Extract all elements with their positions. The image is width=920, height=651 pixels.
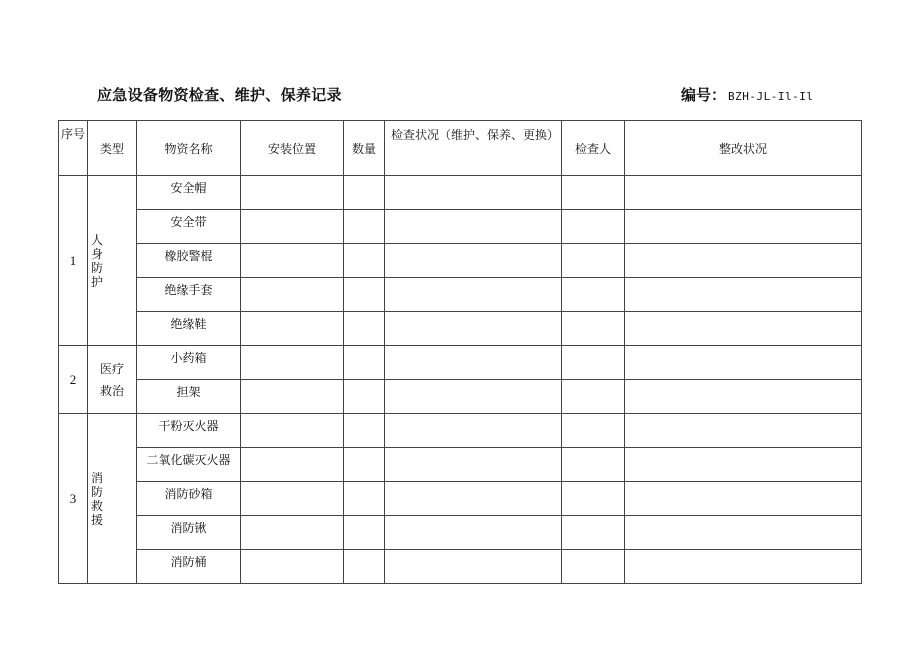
table-row (59, 516, 862, 550)
rectify-cell[interactable] (625, 448, 862, 482)
rectify-cell[interactable] (625, 278, 862, 312)
quantity-cell[interactable] (344, 516, 385, 550)
rectify-cell[interactable] (625, 176, 862, 210)
inspector-cell[interactable] (562, 516, 625, 550)
item-name: 橡胶警棍 (137, 244, 241, 278)
location-cell[interactable] (241, 346, 344, 380)
rectify-cell[interactable] (625, 414, 862, 448)
status-cell[interactable] (385, 516, 562, 550)
location-cell[interactable] (241, 516, 344, 550)
location-cell[interactable] (241, 210, 344, 244)
item-name: 消防桶 (137, 550, 241, 584)
inspector-cell[interactable] (562, 380, 625, 414)
header-inspector: 检查人 (562, 121, 625, 176)
record-code (681, 84, 814, 105)
rectify-cell[interactable] (625, 380, 862, 414)
group-type-label: 消防救援 (91, 470, 104, 527)
group-type-label: 医疗救治 (99, 361, 124, 398)
rectify-cell[interactable] (625, 312, 862, 346)
inspector-cell[interactable] (562, 346, 625, 380)
rectify-cell[interactable] (625, 516, 862, 550)
group-seq: 1 (59, 176, 88, 346)
group-type-label: 人身防护 (91, 232, 104, 289)
status-cell[interactable] (385, 414, 562, 448)
rectify-cell[interactable] (625, 244, 862, 278)
location-cell[interactable] (241, 482, 344, 516)
record-code-value: BZH-JL-Il-Il (728, 90, 814, 103)
status-cell[interactable] (385, 176, 562, 210)
table-row (59, 176, 862, 210)
item-name: 安全带 (137, 210, 241, 244)
table-row (59, 244, 862, 278)
inspector-cell[interactable] (562, 278, 625, 312)
location-cell[interactable] (241, 278, 344, 312)
table-row (59, 380, 862, 414)
item-name: 安全帽 (137, 176, 241, 210)
group-seq: 2 (59, 346, 88, 414)
table-row (59, 482, 862, 516)
item-name: 二氧化碳灭火器 (137, 448, 241, 482)
document-title: 应急设备物资检查、维护、保养记录 (97, 86, 342, 104)
header-location: 安装位置 (241, 121, 344, 176)
item-name: 绝缘鞋 (137, 312, 241, 346)
status-cell[interactable] (385, 482, 562, 516)
table-row (59, 550, 862, 584)
inspector-cell[interactable] (562, 414, 625, 448)
inspection-table (58, 120, 862, 584)
status-cell[interactable] (385, 312, 562, 346)
location-cell[interactable] (241, 550, 344, 584)
table-row (59, 312, 862, 346)
header-status: 检查状况（维护、保养、更换） (385, 121, 562, 176)
rectify-cell[interactable] (625, 346, 862, 380)
location-cell[interactable] (241, 448, 344, 482)
table-row (59, 346, 862, 380)
item-name: 绝缘手套 (137, 278, 241, 312)
inspector-cell[interactable] (562, 210, 625, 244)
location-cell[interactable] (241, 414, 344, 448)
rectify-cell[interactable] (625, 210, 862, 244)
quantity-cell[interactable] (344, 414, 385, 448)
header-seq: 序号 (59, 121, 88, 176)
inspector-cell[interactable] (562, 176, 625, 210)
header-name: 物资名称 (137, 121, 241, 176)
header-row (59, 121, 862, 176)
quantity-cell[interactable] (344, 346, 385, 380)
inspector-cell[interactable] (562, 244, 625, 278)
table-row (59, 414, 862, 448)
location-cell[interactable] (241, 380, 344, 414)
header-rectify: 整改状况 (625, 121, 862, 176)
location-cell[interactable] (241, 244, 344, 278)
item-name: 消防锹 (137, 516, 241, 550)
inspector-cell[interactable] (562, 312, 625, 346)
group-type (88, 176, 137, 346)
quantity-cell[interactable] (344, 448, 385, 482)
rectify-cell[interactable] (625, 550, 862, 584)
inspector-cell[interactable] (562, 482, 625, 516)
status-cell[interactable] (385, 210, 562, 244)
group-type (88, 346, 137, 414)
status-cell[interactable] (385, 448, 562, 482)
table-row (59, 210, 862, 244)
quantity-cell[interactable] (344, 210, 385, 244)
item-name: 干粉灭火器 (137, 414, 241, 448)
table-row (59, 448, 862, 482)
header-type: 类型 (88, 121, 137, 176)
record-code-label: 编号： (681, 86, 727, 104)
item-name: 小药箱 (137, 346, 241, 380)
location-cell[interactable] (241, 312, 344, 346)
item-name: 消防砂箱 (137, 482, 241, 516)
group-seq: 3 (59, 414, 88, 584)
group-type (88, 414, 137, 584)
status-cell[interactable] (385, 346, 562, 380)
header-quantity: 数量 (344, 121, 385, 176)
status-cell[interactable] (385, 550, 562, 584)
status-cell[interactable] (385, 380, 562, 414)
quantity-cell[interactable] (344, 312, 385, 346)
quantity-cell[interactable] (344, 380, 385, 414)
quantity-cell[interactable] (344, 176, 385, 210)
rectify-cell[interactable] (625, 482, 862, 516)
status-cell[interactable] (385, 278, 562, 312)
quantity-cell[interactable] (344, 244, 385, 278)
item-name: 担架 (137, 380, 241, 414)
location-cell[interactable] (241, 176, 344, 210)
table-row (59, 278, 862, 312)
quantity-cell[interactable] (344, 278, 385, 312)
quantity-cell[interactable] (344, 482, 385, 516)
quantity-cell[interactable] (344, 550, 385, 584)
status-cell[interactable] (385, 244, 562, 278)
inspector-cell[interactable] (562, 550, 625, 584)
inspector-cell[interactable] (562, 448, 625, 482)
